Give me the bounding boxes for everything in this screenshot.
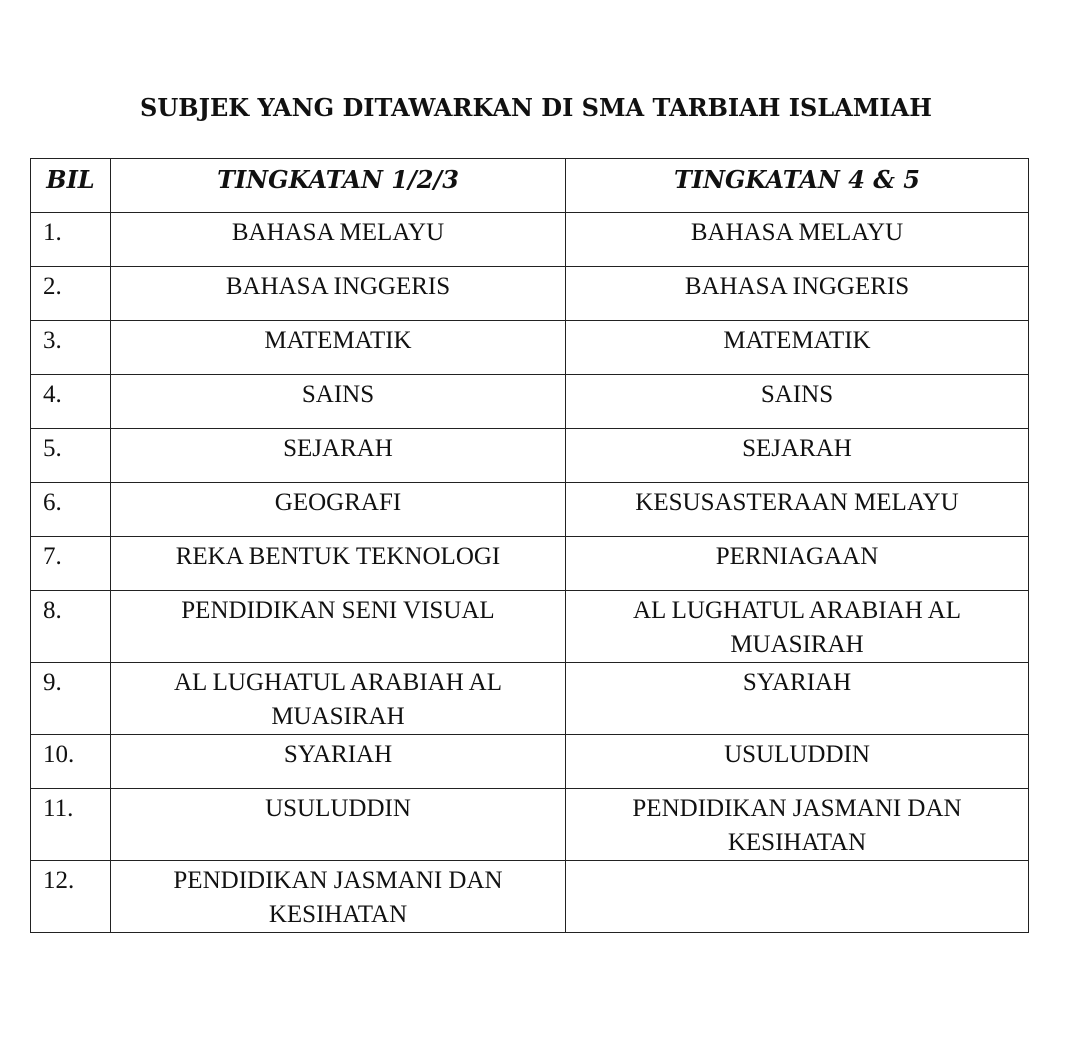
header-tingkatan-4-5: TINGKATAN 4 & 5 — [566, 159, 1029, 213]
row-number: 7. — [31, 537, 111, 591]
row-number: 12. — [31, 861, 111, 933]
subject-tingkatan-4-5: BAHASA INGGERIS — [566, 267, 1029, 321]
table-row — [31, 735, 1029, 789]
subject-tingkatan-1-2-3: GEOGRAFI — [111, 483, 566, 537]
row-number: 6. — [31, 483, 111, 537]
header-bil: BIL — [31, 159, 111, 213]
subject-tingkatan-4-5: KESUSASTERAAN MELAYU — [566, 483, 1029, 537]
row-number: 4. — [31, 375, 111, 429]
subject-tingkatan-4-5: PERNIAGAAN — [566, 537, 1029, 591]
subject-tingkatan-4-5: MATEMATIK — [566, 321, 1029, 375]
subject-tingkatan-1-2-3: PENDIDIKAN SENI VISUAL — [111, 591, 566, 663]
subject-tingkatan-1-2-3: PENDIDIKAN JASMANI DAN KESIHATAN — [111, 861, 566, 933]
subject-tingkatan-1-2-3: BAHASA MELAYU — [111, 213, 566, 267]
row-number: 10. — [31, 735, 111, 789]
subject-tingkatan-1-2-3: SYARIAH — [111, 735, 566, 789]
table-row — [31, 789, 1029, 861]
subject-tingkatan-1-2-3: USULUDDIN — [111, 789, 566, 861]
subject-tingkatan-4-5: PENDIDIKAN JASMANI DAN KESIHATAN — [566, 789, 1029, 861]
table-row — [31, 591, 1029, 663]
subject-tingkatan-1-2-3: BAHASA INGGERIS — [111, 267, 566, 321]
row-number: 1. — [31, 213, 111, 267]
row-number: 2. — [31, 267, 111, 321]
table-row — [31, 861, 1029, 933]
row-number: 9. — [31, 663, 111, 735]
table-row — [31, 267, 1029, 321]
subject-tingkatan-1-2-3: SEJARAH — [111, 429, 566, 483]
table-row — [31, 375, 1029, 429]
subject-tingkatan-4-5: SYARIAH — [566, 663, 1029, 735]
subject-tingkatan-4-5: USULUDDIN — [566, 735, 1029, 789]
subject-tingkatan-4-5: AL LUGHATUL ARABIAH AL MUASIRAH — [566, 591, 1029, 663]
row-number: 11. — [31, 789, 111, 861]
subject-tingkatan-4-5: BAHASA MELAYU — [566, 213, 1029, 267]
subject-tingkatan-1-2-3: SAINS — [111, 375, 566, 429]
table-row — [31, 429, 1029, 483]
table-header-row — [31, 159, 1029, 213]
subject-tingkatan-1-2-3: MATEMATIK — [111, 321, 566, 375]
table-row — [31, 213, 1029, 267]
row-number: 3. — [31, 321, 111, 375]
subject-tingkatan-1-2-3: AL LUGHATUL ARABIAH AL MUASIRAH — [111, 663, 566, 735]
row-number: 5. — [31, 429, 111, 483]
subjects-table — [30, 158, 1029, 933]
table-row — [31, 537, 1029, 591]
page-title: SUBJEK YANG DITAWARKAN DI SMA TARBIAH ISLAMIAH — [140, 93, 932, 122]
subject-tingkatan-4-5: SAINS — [566, 375, 1029, 429]
table-row — [31, 663, 1029, 735]
table-row — [31, 321, 1029, 375]
row-number: 8. — [31, 591, 111, 663]
subject-tingkatan-4-5 — [566, 861, 1029, 933]
header-tingkatan-1-2-3: TINGKATAN 1/2/3 — [111, 159, 566, 213]
table-row — [31, 483, 1029, 537]
subject-tingkatan-1-2-3: REKA BENTUK TEKNOLOGI — [111, 537, 566, 591]
subject-tingkatan-4-5: SEJARAH — [566, 429, 1029, 483]
